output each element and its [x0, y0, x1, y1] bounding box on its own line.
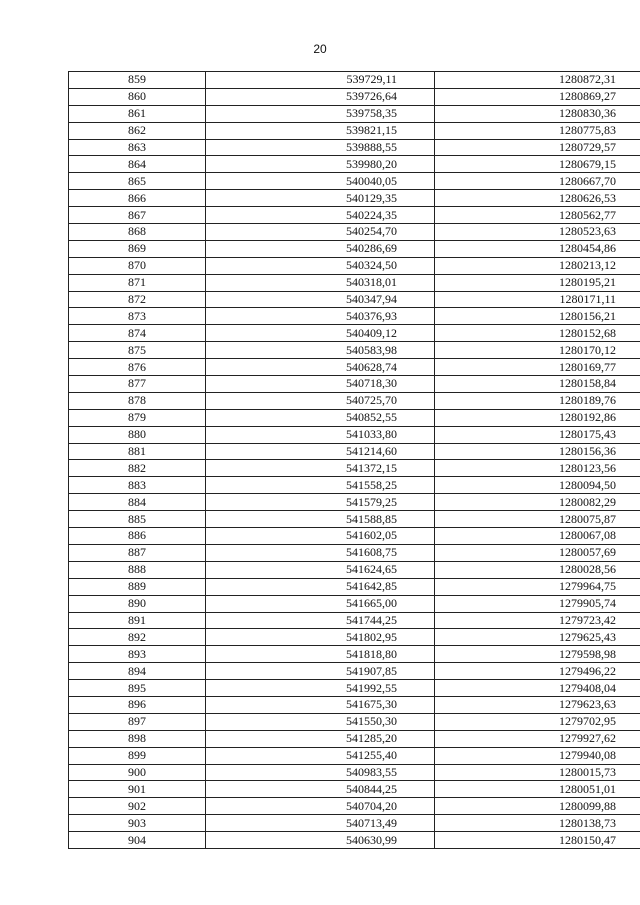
point-number-cell: 885 — [69, 511, 206, 528]
table-row — [69, 190, 640, 207]
y-coordinate-cell: 1280057,69 — [435, 544, 640, 561]
x-coordinate-cell: 541602,05 — [206, 528, 435, 545]
y-coordinate-cell: 1280869,27 — [435, 88, 640, 105]
y-coordinate-cell: 1280028,56 — [435, 561, 640, 578]
x-coordinate-cell: 540704,20 — [206, 798, 435, 815]
x-coordinate-cell: 540040,05 — [206, 173, 435, 190]
table-row — [69, 156, 640, 173]
y-coordinate-cell: 1280192,86 — [435, 409, 640, 426]
x-coordinate-cell: 540318,01 — [206, 274, 435, 291]
x-coordinate-cell: 540852,55 — [206, 409, 435, 426]
y-coordinate-cell: 1280454,86 — [435, 240, 640, 257]
x-coordinate-cell: 540324,50 — [206, 257, 435, 274]
point-number-cell: 878 — [69, 392, 206, 409]
table-row — [69, 359, 640, 376]
x-coordinate-cell: 541802,95 — [206, 629, 435, 646]
y-coordinate-cell: 1280189,76 — [435, 392, 640, 409]
y-coordinate-cell: 1280523,63 — [435, 224, 640, 241]
table-row — [69, 105, 640, 122]
table-row — [69, 240, 640, 257]
table-row — [69, 832, 640, 849]
point-number-cell: 882 — [69, 460, 206, 477]
x-coordinate-cell: 541558,25 — [206, 477, 435, 494]
table-row — [69, 561, 640, 578]
y-coordinate-cell: 1279905,74 — [435, 595, 640, 612]
y-coordinate-cell: 1279623,63 — [435, 696, 640, 713]
table-row — [69, 122, 640, 139]
point-number-cell: 890 — [69, 595, 206, 612]
point-number-cell: 870 — [69, 257, 206, 274]
x-coordinate-cell: 541744,25 — [206, 612, 435, 629]
point-number-cell: 891 — [69, 612, 206, 629]
table-row — [69, 815, 640, 832]
point-number-cell: 876 — [69, 359, 206, 376]
table-row — [69, 544, 640, 561]
point-number-cell: 864 — [69, 156, 206, 173]
y-coordinate-cell: 1279496,22 — [435, 663, 640, 680]
point-number-cell: 893 — [69, 646, 206, 663]
y-coordinate-cell: 1280075,87 — [435, 511, 640, 528]
coordinates-table-body — [69, 72, 640, 849]
table-row — [69, 696, 640, 713]
y-coordinate-cell: 1280150,47 — [435, 832, 640, 849]
y-coordinate-cell: 1280067,08 — [435, 528, 640, 545]
table-row — [69, 629, 640, 646]
point-number-cell: 897 — [69, 713, 206, 730]
x-coordinate-cell: 539729,11 — [206, 72, 435, 89]
x-coordinate-cell: 541372,15 — [206, 460, 435, 477]
table-row — [69, 443, 640, 460]
point-number-cell: 889 — [69, 578, 206, 595]
y-coordinate-cell: 1280775,83 — [435, 122, 640, 139]
point-number-cell: 860 — [69, 88, 206, 105]
y-coordinate-cell: 1280170,12 — [435, 342, 640, 359]
y-coordinate-cell: 1280051,01 — [435, 781, 640, 798]
point-number-cell: 899 — [69, 747, 206, 764]
point-number-cell: 900 — [69, 764, 206, 781]
y-coordinate-cell: 1280158,84 — [435, 376, 640, 393]
point-number-cell: 886 — [69, 528, 206, 545]
x-coordinate-cell: 540224,35 — [206, 207, 435, 224]
point-number-cell: 874 — [69, 325, 206, 342]
y-coordinate-cell: 1279702,95 — [435, 713, 640, 730]
table-row — [69, 730, 640, 747]
point-number-cell: 865 — [69, 173, 206, 190]
point-number-cell: 895 — [69, 680, 206, 697]
x-coordinate-cell: 541033,80 — [206, 426, 435, 443]
table-row — [69, 207, 640, 224]
table-row — [69, 409, 640, 426]
point-number-cell: 863 — [69, 139, 206, 156]
x-coordinate-cell: 540630,99 — [206, 832, 435, 849]
y-coordinate-cell: 1279723,42 — [435, 612, 640, 629]
x-coordinate-cell: 541255,40 — [206, 747, 435, 764]
point-number-cell: 868 — [69, 224, 206, 241]
table-row — [69, 646, 640, 663]
table-row — [69, 392, 640, 409]
y-coordinate-cell: 1280830,36 — [435, 105, 640, 122]
x-coordinate-cell: 540583,98 — [206, 342, 435, 359]
point-number-cell: 896 — [69, 696, 206, 713]
table-row — [69, 173, 640, 190]
table-row — [69, 781, 640, 798]
point-number-cell: 888 — [69, 561, 206, 578]
y-coordinate-cell: 1280152,68 — [435, 325, 640, 342]
point-number-cell: 871 — [69, 274, 206, 291]
table-row — [69, 426, 640, 443]
y-coordinate-cell: 1279408,04 — [435, 680, 640, 697]
point-number-cell: 894 — [69, 663, 206, 680]
table-row — [69, 88, 640, 105]
x-coordinate-cell: 539980,20 — [206, 156, 435, 173]
page-number: 20 — [313, 42, 327, 56]
table-row — [69, 224, 640, 241]
table-row — [69, 460, 640, 477]
x-coordinate-cell: 540286,69 — [206, 240, 435, 257]
x-coordinate-cell: 540983,55 — [206, 764, 435, 781]
x-coordinate-cell: 541624,65 — [206, 561, 435, 578]
x-coordinate-cell: 540713,49 — [206, 815, 435, 832]
table-row — [69, 663, 640, 680]
table-row — [69, 578, 640, 595]
table-row — [69, 342, 640, 359]
y-coordinate-cell: 1280872,31 — [435, 72, 640, 89]
point-number-cell: 903 — [69, 815, 206, 832]
table-row — [69, 72, 640, 89]
y-coordinate-cell: 1280138,73 — [435, 815, 640, 832]
point-number-cell: 873 — [69, 308, 206, 325]
y-coordinate-cell: 1279598,98 — [435, 646, 640, 663]
point-number-cell: 867 — [69, 207, 206, 224]
y-coordinate-cell: 1280156,21 — [435, 308, 640, 325]
y-coordinate-cell: 1279940,08 — [435, 747, 640, 764]
point-number-cell: 879 — [69, 409, 206, 426]
table-row — [69, 477, 640, 494]
y-coordinate-cell: 1279964,75 — [435, 578, 640, 595]
x-coordinate-cell: 540347,94 — [206, 291, 435, 308]
table-row — [69, 291, 640, 308]
x-coordinate-cell: 540628,74 — [206, 359, 435, 376]
table-row — [69, 257, 640, 274]
x-coordinate-cell: 541608,75 — [206, 544, 435, 561]
x-coordinate-cell: 539821,15 — [206, 122, 435, 139]
point-number-cell: 884 — [69, 494, 206, 511]
point-number-cell: 875 — [69, 342, 206, 359]
y-coordinate-cell: 1280213,12 — [435, 257, 640, 274]
point-number-cell: 883 — [69, 477, 206, 494]
x-coordinate-cell: 541818,80 — [206, 646, 435, 663]
x-coordinate-cell: 539758,35 — [206, 105, 435, 122]
x-coordinate-cell: 539888,55 — [206, 139, 435, 156]
point-number-cell: 901 — [69, 781, 206, 798]
x-coordinate-cell: 541992,55 — [206, 680, 435, 697]
y-coordinate-cell: 1280015,73 — [435, 764, 640, 781]
table-row — [69, 713, 640, 730]
point-number-cell: 887 — [69, 544, 206, 561]
x-coordinate-cell: 541665,00 — [206, 595, 435, 612]
point-number-cell: 872 — [69, 291, 206, 308]
x-coordinate-cell: 541675,30 — [206, 696, 435, 713]
point-number-cell: 904 — [69, 832, 206, 849]
y-coordinate-cell: 1280169,77 — [435, 359, 640, 376]
point-number-cell: 866 — [69, 190, 206, 207]
table-row — [69, 494, 640, 511]
x-coordinate-cell: 541285,20 — [206, 730, 435, 747]
y-coordinate-cell: 1280099,88 — [435, 798, 640, 815]
y-coordinate-cell: 1280562,77 — [435, 207, 640, 224]
y-coordinate-cell: 1280626,53 — [435, 190, 640, 207]
y-coordinate-cell: 1280195,21 — [435, 274, 640, 291]
table-row — [69, 595, 640, 612]
x-coordinate-cell: 540409,12 — [206, 325, 435, 342]
x-coordinate-cell: 540129,35 — [206, 190, 435, 207]
point-number-cell: 859 — [69, 72, 206, 89]
y-coordinate-cell: 1280094,50 — [435, 477, 640, 494]
x-coordinate-cell: 541588,85 — [206, 511, 435, 528]
y-coordinate-cell: 1279625,43 — [435, 629, 640, 646]
y-coordinate-cell: 1280123,56 — [435, 460, 640, 477]
table-row — [69, 376, 640, 393]
table-row — [69, 764, 640, 781]
x-coordinate-cell: 540844,25 — [206, 781, 435, 798]
x-coordinate-cell: 540725,70 — [206, 392, 435, 409]
table-row — [69, 325, 640, 342]
y-coordinate-cell: 1280679,15 — [435, 156, 640, 173]
point-number-cell: 898 — [69, 730, 206, 747]
y-coordinate-cell: 1280667,70 — [435, 173, 640, 190]
point-number-cell: 892 — [69, 629, 206, 646]
y-coordinate-cell: 1280729,57 — [435, 139, 640, 156]
table-row — [69, 747, 640, 764]
x-coordinate-cell: 540254,70 — [206, 224, 435, 241]
y-coordinate-cell: 1280156,36 — [435, 443, 640, 460]
y-coordinate-cell: 1280171,11 — [435, 291, 640, 308]
x-coordinate-cell: 541214,60 — [206, 443, 435, 460]
table-row — [69, 308, 640, 325]
table-row — [69, 680, 640, 697]
x-coordinate-cell: 540718,30 — [206, 376, 435, 393]
table-row — [69, 139, 640, 156]
x-coordinate-cell: 540376,93 — [206, 308, 435, 325]
point-number-cell: 902 — [69, 798, 206, 815]
x-coordinate-cell: 539726,64 — [206, 88, 435, 105]
table-row — [69, 528, 640, 545]
y-coordinate-cell: 1280175,43 — [435, 426, 640, 443]
table-row — [69, 511, 640, 528]
x-coordinate-cell: 541642,85 — [206, 578, 435, 595]
point-number-cell: 869 — [69, 240, 206, 257]
point-number-cell: 861 — [69, 105, 206, 122]
coordinates-table — [68, 71, 640, 849]
x-coordinate-cell: 541907,85 — [206, 663, 435, 680]
point-number-cell: 880 — [69, 426, 206, 443]
table-row — [69, 274, 640, 291]
table-row — [69, 798, 640, 815]
x-coordinate-cell: 541579,25 — [206, 494, 435, 511]
y-coordinate-cell: 1280082,29 — [435, 494, 640, 511]
point-number-cell: 877 — [69, 376, 206, 393]
table-row — [69, 612, 640, 629]
y-coordinate-cell: 1279927,62 — [435, 730, 640, 747]
point-number-cell: 881 — [69, 443, 206, 460]
x-coordinate-cell: 541550,30 — [206, 713, 435, 730]
point-number-cell: 862 — [69, 122, 206, 139]
